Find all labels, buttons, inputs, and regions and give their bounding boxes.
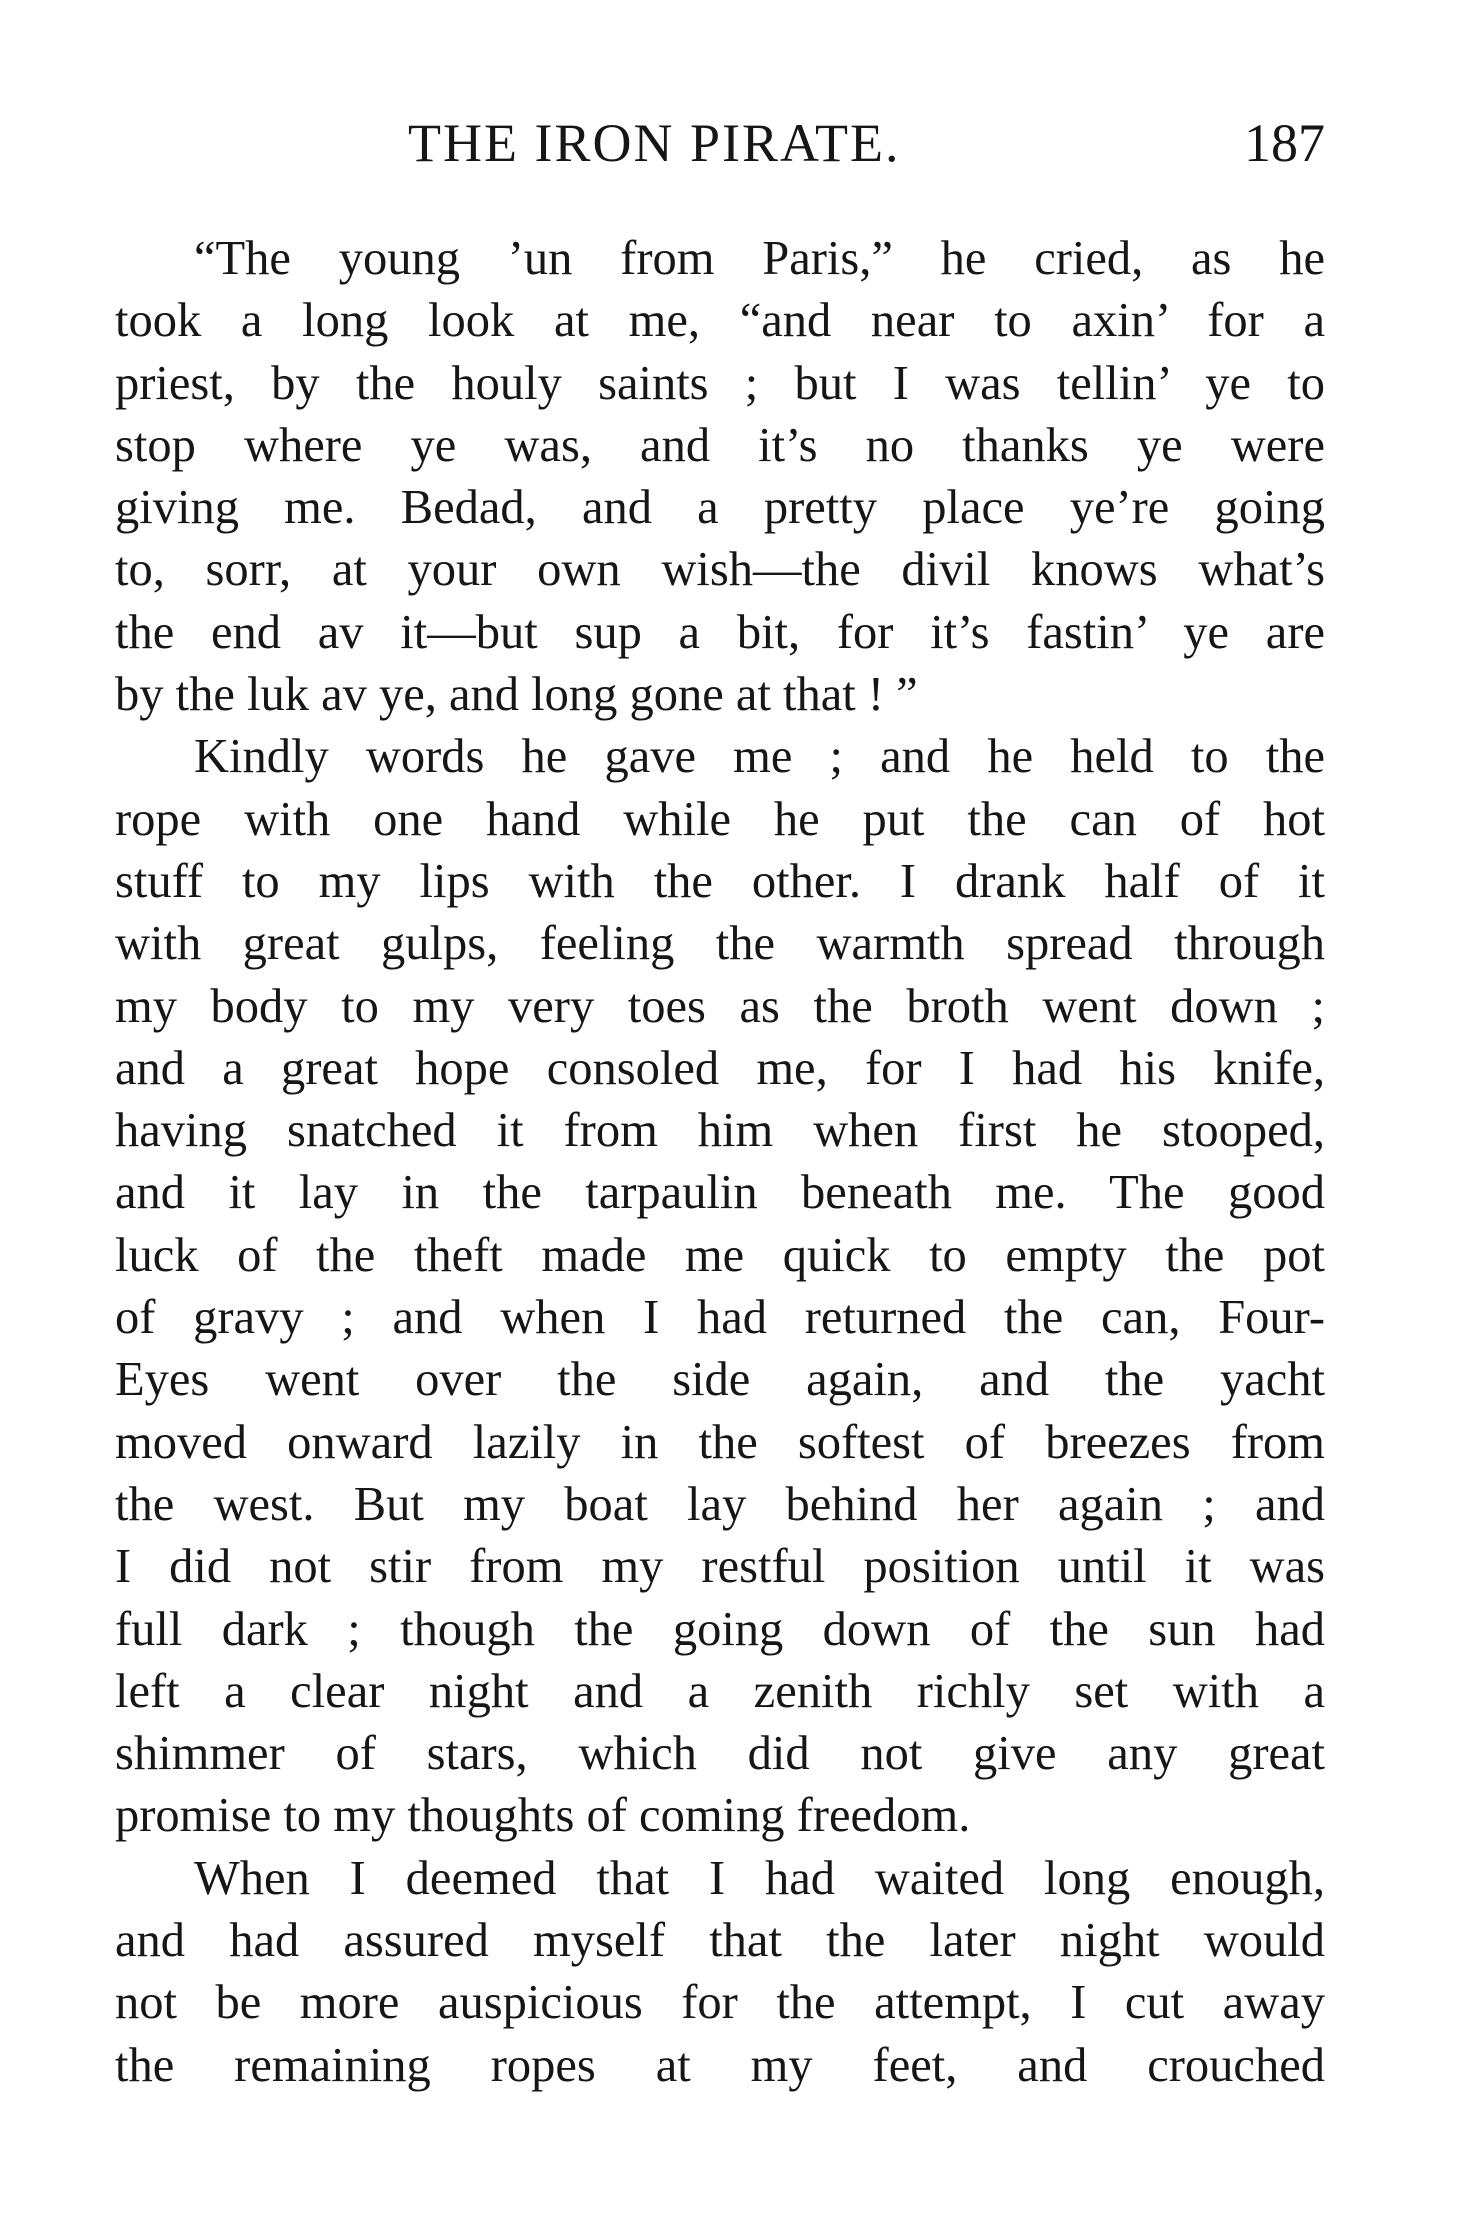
- text-line: and had assured myself that the later night would: [115, 1914, 1325, 1968]
- text-line: When I deemed that I had waited long enough,: [194, 1851, 1325, 1905]
- text-line: stuff to my lips with the other. I drank half of it: [115, 854, 1325, 908]
- text-line: took a long look at me, “and near to axin’ for a: [115, 294, 1325, 348]
- text-line: to, sorr, at your own wish—the divil knows what’s: [115, 543, 1325, 597]
- text-line: luck of the theft made me quick to empty the pot: [115, 1228, 1325, 1282]
- text-line: “The young ’un from Paris,” he cried, as he: [194, 232, 1325, 285]
- text-line: I did not stir from my restful position until it was: [115, 1540, 1325, 1594]
- text-line: full dark ; though the going down of the sun had: [115, 1602, 1325, 1656]
- text-line: and a great hope consoled me, for I had his knife,: [115, 1041, 1325, 1095]
- page-number: 187: [1244, 113, 1325, 173]
- text-line: Kindly words he gave me ; and he held to the: [194, 730, 1325, 784]
- text-line: priest, by the houly saints ; but I was tellin’ ye to: [115, 356, 1325, 410]
- text-line: shimmer of stars, which did not give any great: [115, 1727, 1325, 1781]
- text-line: rope with one hand while he put the can of hot: [115, 792, 1325, 846]
- text-line: stop where ye was, and it’s no thanks ye were: [115, 418, 1325, 472]
- text-line: my body to my very toes as the broth went down ;: [115, 979, 1325, 1033]
- text-line: the remaining ropes at my feet, and crouched: [115, 2038, 1325, 2092]
- text-line: the end av it—but sup a bit, for it’s fastin’ ye are: [115, 605, 1325, 659]
- text-line: Eyes went over the side again, and the yacht: [115, 1353, 1325, 1407]
- text-line: left a clear night and a zenith richly set with a: [115, 1664, 1325, 1718]
- text-line: with great gulps, feeling the warmth spread through: [115, 917, 1325, 971]
- text-line: of gravy ; and when I had returned the can, Four-: [115, 1291, 1325, 1345]
- body-text: [115, 228, 1325, 2097]
- text-line: promise to my thoughts of coming freedom.: [115, 1789, 971, 1843]
- text-line: not be more auspicious for the attempt, I cut away: [115, 1976, 1325, 2030]
- text-line: the west. But my boat lay behind her again ; and: [115, 1477, 1325, 1531]
- running-title: THE IRON PIRATE.: [408, 113, 901, 173]
- text-line: and it lay in the tarpaulin beneath me. The good: [115, 1166, 1325, 1220]
- text-line: by the luk av ye, and long gone at that ! ”: [115, 668, 918, 722]
- text-line: giving me. Bedad, and a pretty place ye’re going: [115, 481, 1325, 535]
- text-line: having snatched it from him when first he stooped,: [115, 1104, 1325, 1158]
- text-line: moved onward lazily in the softest of breezes from: [115, 1415, 1325, 1469]
- running-head: [115, 108, 1325, 178]
